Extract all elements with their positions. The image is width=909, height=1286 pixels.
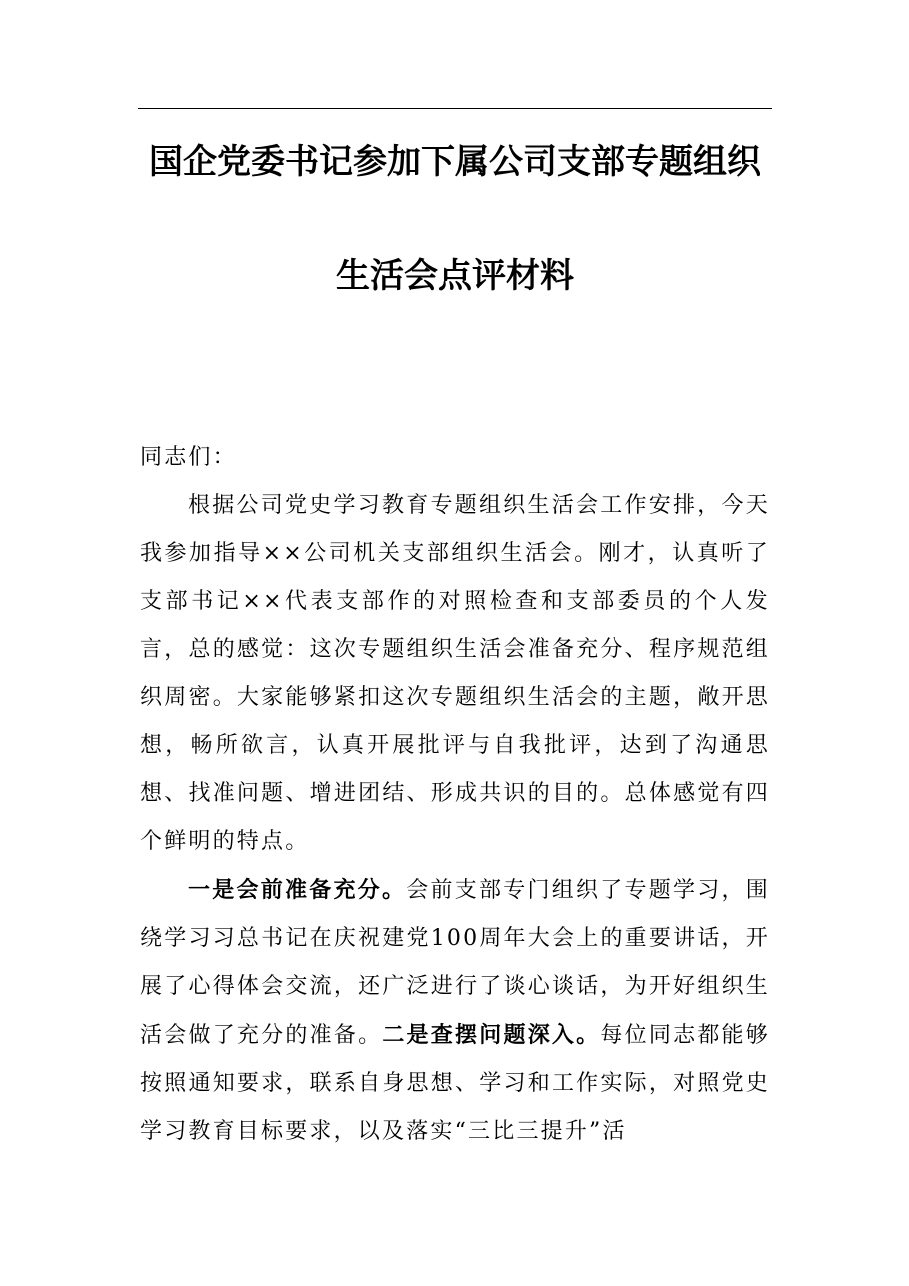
point-one-text: 会前支部专门组织了专题学习，围绕学习习总书记在庆祝建党100周年大会上的重要讲话，开展了心得体会交流，还广泛进行了谈心谈话，为开好组织生活会做了充分的准备。 [140, 878, 770, 1048]
point-two-heading: 二是查摆问题深入。 [382, 1022, 601, 1048]
document-title-line-2: 生活会点评材料 [336, 256, 574, 296]
paragraph-2 [140, 866, 770, 1156]
point-two-text: 每位同志都能够按照通知要求，联系自身思想、学习和工作实际，对照党史学习教育目标要求，以及落实“三比三提升”活 [140, 1023, 770, 1144]
paragraph-1: 根据公司党史学习教育专题组织生活会工作安排，今天我参加指导××公司机关支部组织生活会。刚才，认真听了支部书记××代表支部作的对照检查和支部委员的个人发言，总的感觉：这次专题组织生活会准备充分、程序规范组织周密。大家能够紧扣这次专题组织生活会的主题，敞开思想，畅所欲言，认真开展批评与自我批评，达到了沟通思想、找准问题、增进团结、形成共识的目的。总体感觉有四个鲜明的特点。 [140, 493, 770, 854]
header-rule [138, 108, 772, 109]
point-one-heading: 一是会前准备充分。 [188, 877, 407, 903]
document-title-line-1: 国企党委书记参加下属公司支部专题组织 [149, 142, 761, 182]
salutation: 同志们： [140, 445, 237, 470]
